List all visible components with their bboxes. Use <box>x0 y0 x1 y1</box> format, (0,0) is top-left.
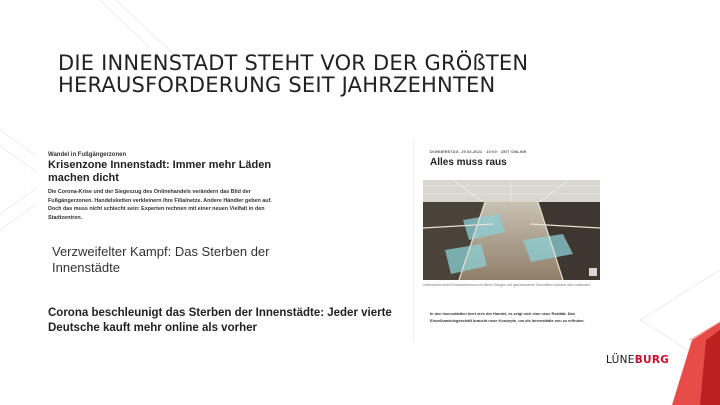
article-summary: In den Innenstädten leert sich der Handel, es zeigt sich eine neue Realität. Das Einzelhandelsgeschäft braucht neue Konzepte, um die Innenstädte neu zu erfinden. <box>430 311 585 323</box>
article-clipping-corona <box>36 296 396 342</box>
article-clipping-verzweifelter-kampf <box>36 238 336 282</box>
slide-title-line-2: HERAUSFORDERUNG SEIT JAHRZEHNTEN <box>58 73 496 97</box>
logo-wordmark <box>606 354 669 366</box>
logo-text-part-2: BURG <box>634 354 670 366</box>
red-corner-decoration <box>672 322 720 405</box>
article-headline: Corona beschleunigt das Sterben der Innenstädte: Jeder vierte Deutsche kauft mehr online als vorher <box>48 307 392 334</box>
article-clipping-alles-muss-raus <box>413 140 604 342</box>
article-kicker: Wandel in Fußgängerzonen <box>48 152 127 158</box>
article-teaser: Die Corona-Krise und der Siegeszug des Onlinehandels verändern das Bild der Fußgängerzonen. Handelsketten verkleinern ihre Filialnetze. Andere Händler geben auf. Doch das muss nicht schlecht sein: Experten rechnen mit einer neuen Vielfalt in den Stadtzentren. <box>48 189 272 221</box>
photo-caption: Innenansicht eines Einkaufszentrums mit leeren Gängen und geschlossenen Geschäften während des Lockdowns. <box>423 283 591 287</box>
article-headline: Krisenzone Innenstadt: Immer mehr Läden machen dicht <box>48 159 272 184</box>
lueneburg-logo <box>606 352 674 374</box>
article-clipping-krisenzone <box>36 140 280 232</box>
mall-interior-photo <box>423 180 600 280</box>
slide-title-line-1: DIE INNENSTADT STEHT VOR DER GRÖßTEN <box>58 51 529 75</box>
article-meta: DONNERSTAG, 29.04.2021 · 10:00 · ZEIT ONLINE <box>430 150 527 154</box>
article-headline: Verzweifelter Kampf: Das Sterben der Innenstädte <box>52 244 270 275</box>
article-headline: Alles muss raus <box>430 157 507 168</box>
slide-title <box>58 52 658 96</box>
logo-text-part-1: LÜNE <box>606 354 635 366</box>
